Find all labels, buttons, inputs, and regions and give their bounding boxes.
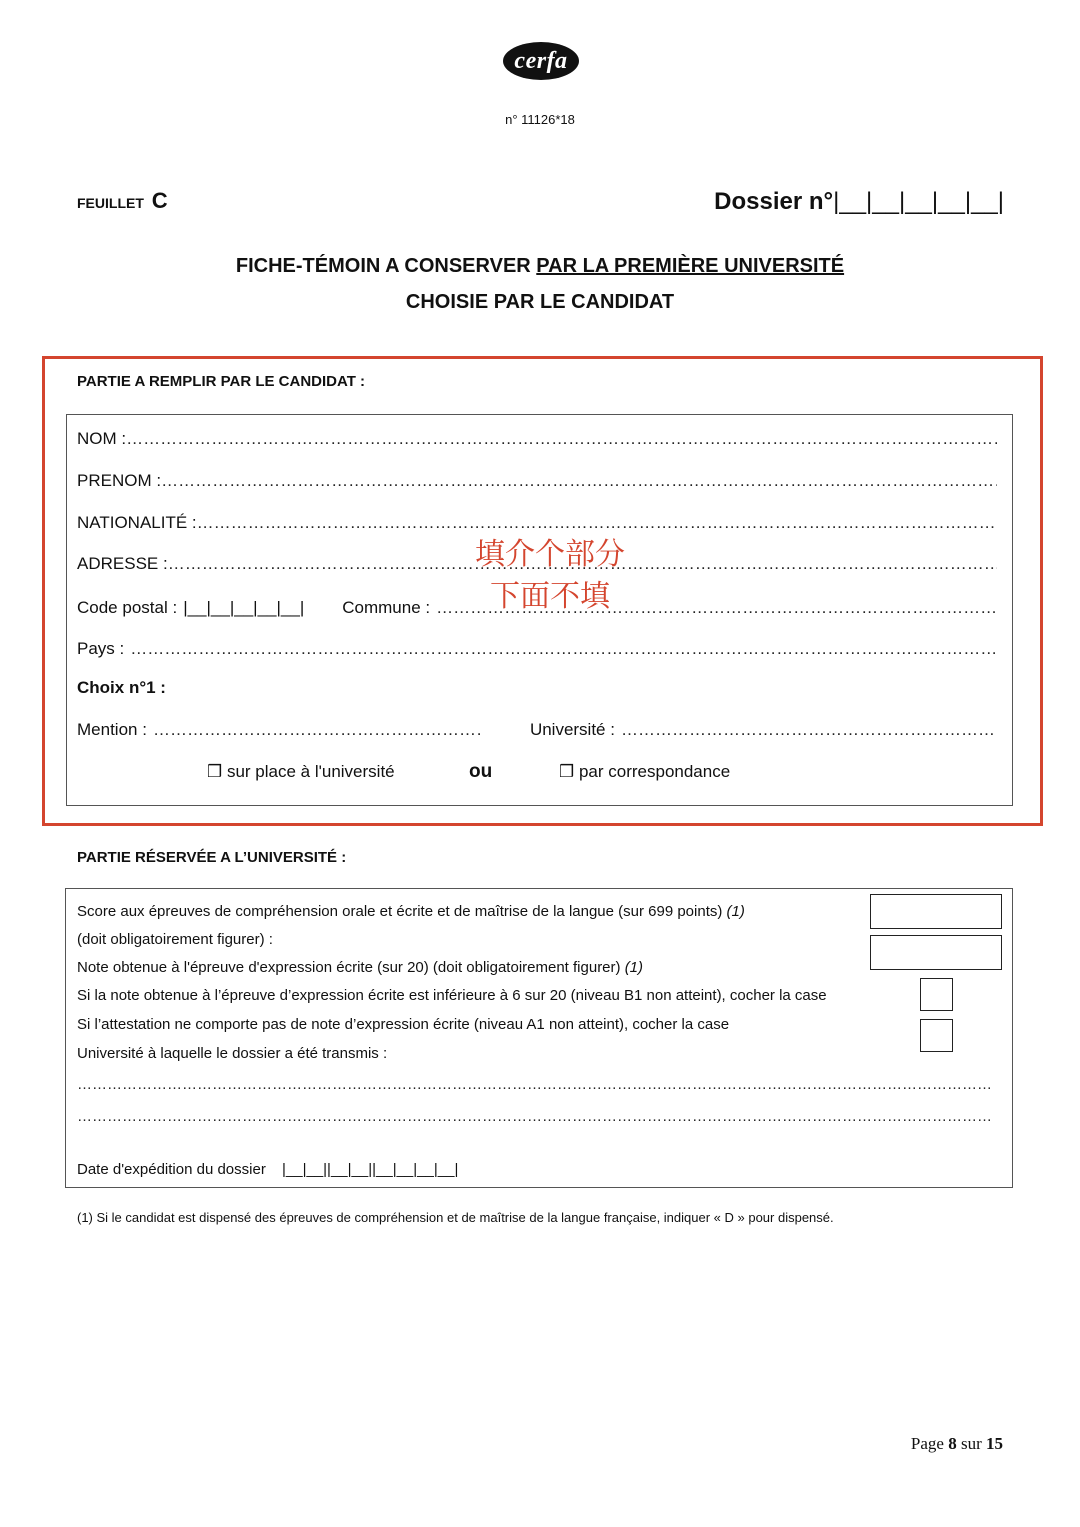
annotation-line2: 下面不填: [490, 579, 610, 614]
date-label: Date d'expédition du dossier: [77, 1161, 266, 1178]
cerfa-logo: cerfa: [503, 42, 579, 80]
title-part1: FICHE-TÉMOIN A CONSERVER: [235, 255, 537, 277]
feuillet-letter: C: [151, 188, 168, 213]
page-subtitle: CHOISIE PAR LE CANDIDAT: [405, 291, 675, 313]
score-line-2: (doit obligatoirement figurer) :: [77, 931, 273, 948]
pays-field[interactable]: [77, 639, 997, 659]
dossier-label: Dossier n°: [714, 188, 834, 215]
nom-dots[interactable]: [126, 429, 997, 449]
score-line: [77, 903, 745, 920]
ou-label: ou: [469, 761, 493, 782]
form-number: n° 11126*18: [505, 112, 575, 127]
dots-2[interactable]: [77, 1108, 993, 1125]
note-input-box[interactable]: [870, 935, 1002, 970]
nom-label: NOM :: [77, 429, 127, 448]
mention-label: Mention :: [77, 720, 147, 739]
dots-1[interactable]: [77, 1076, 993, 1093]
dossier-slots[interactable]: |__|__|__|__|__|: [833, 188, 1004, 215]
date-line: [77, 1161, 458, 1178]
page-sep: sur: [960, 1434, 982, 1453]
commune-label: Commune :: [342, 598, 431, 617]
b1-line: Si la note obtenue à l’épreuve d’expression écrite est inférieure à 6 sur 20 (niveau B1 non atteint), cocher la case: [77, 987, 827, 1004]
nationalite-label: NATIONALITÉ :: [77, 513, 197, 532]
adresse-label: ADRESSE :: [77, 554, 168, 573]
nom-field[interactable]: [77, 429, 997, 449]
choix-label: Choix n°1 :: [77, 678, 166, 697]
option-correspondance[interactable]: ❒ par correspondance: [559, 762, 731, 781]
university-section-heading: PARTIE RÉSERVÉE A L’UNIVERSITÉ :: [77, 849, 347, 866]
universite-dots[interactable]: [621, 720, 997, 740]
universite-label: Université :: [529, 720, 615, 739]
transmis-line: Université à laquelle le dossier a été transmis :: [77, 1045, 388, 1062]
page-number: [911, 1434, 1003, 1454]
candidate-section-heading: PARTIE A REMPLIR PAR LE CANDIDAT :: [77, 373, 366, 390]
note-ref: (1): [624, 959, 644, 976]
code-postal-slots[interactable]: |__|__|__|__|__|: [183, 598, 305, 617]
page-current: 8: [948, 1434, 957, 1453]
title-underlined: PAR LA PREMIÈRE UNIVERSITÉ: [536, 255, 845, 277]
a1-line: Si l’attestation ne comporte pas de note d’expression écrite (niveau A1 non atteint), cocher la case: [77, 1016, 730, 1033]
dossier-number: [714, 188, 1004, 216]
pays-label: Pays :: [77, 639, 125, 658]
note-text: Note obtenue à l'épreuve d'expression écrite (sur 20) (doit obligatoirement figurer): [77, 959, 621, 976]
feuillet-label: [77, 188, 168, 214]
b1-checkbox[interactable]: [920, 978, 953, 1011]
footnote: (1) Si le candidat est dispensé des épreuves de compréhension et de maîtrise de la langue française, indiquer « D » pour dispensé.: [77, 1210, 834, 1225]
choix-heading: [77, 678, 997, 698]
a1-checkbox[interactable]: [920, 1019, 953, 1052]
option-sur-place[interactable]: ❒ sur place à l'université: [207, 762, 395, 781]
prenom-label: PRENOM :: [77, 471, 162, 490]
prenom-dots[interactable]: [161, 471, 997, 491]
page-total: 15: [986, 1434, 1003, 1453]
note-line: [77, 959, 643, 976]
page-title: [0, 255, 1080, 278]
nationalite-field[interactable]: [77, 513, 997, 533]
transmis-dots-1[interactable]: [77, 1076, 993, 1093]
date-slots[interactable]: |__|__||__|__||__|__|__|__|: [282, 1161, 459, 1178]
annotation-line1: 填介个部分: [475, 537, 625, 572]
pays-dots[interactable]: [130, 639, 997, 659]
mention-dots[interactable]: [153, 720, 483, 740]
code-postal-label: Code postal :: [77, 598, 178, 617]
mention-universite-row: [77, 720, 997, 740]
score-ref: (1): [726, 903, 745, 920]
feuillet-text: FEUILLET: [77, 195, 144, 211]
nationalite-dots[interactable]: [197, 513, 997, 533]
page-prefix: Page: [910, 1434, 944, 1453]
score-text: Score aux épreuves de compréhension orale et écrite et de maîtrise de la langue (sur 699 points): [77, 903, 723, 920]
prenom-field[interactable]: [77, 471, 997, 491]
transmis-dots-2[interactable]: [77, 1108, 993, 1125]
score-input-box[interactable]: [870, 894, 1002, 929]
